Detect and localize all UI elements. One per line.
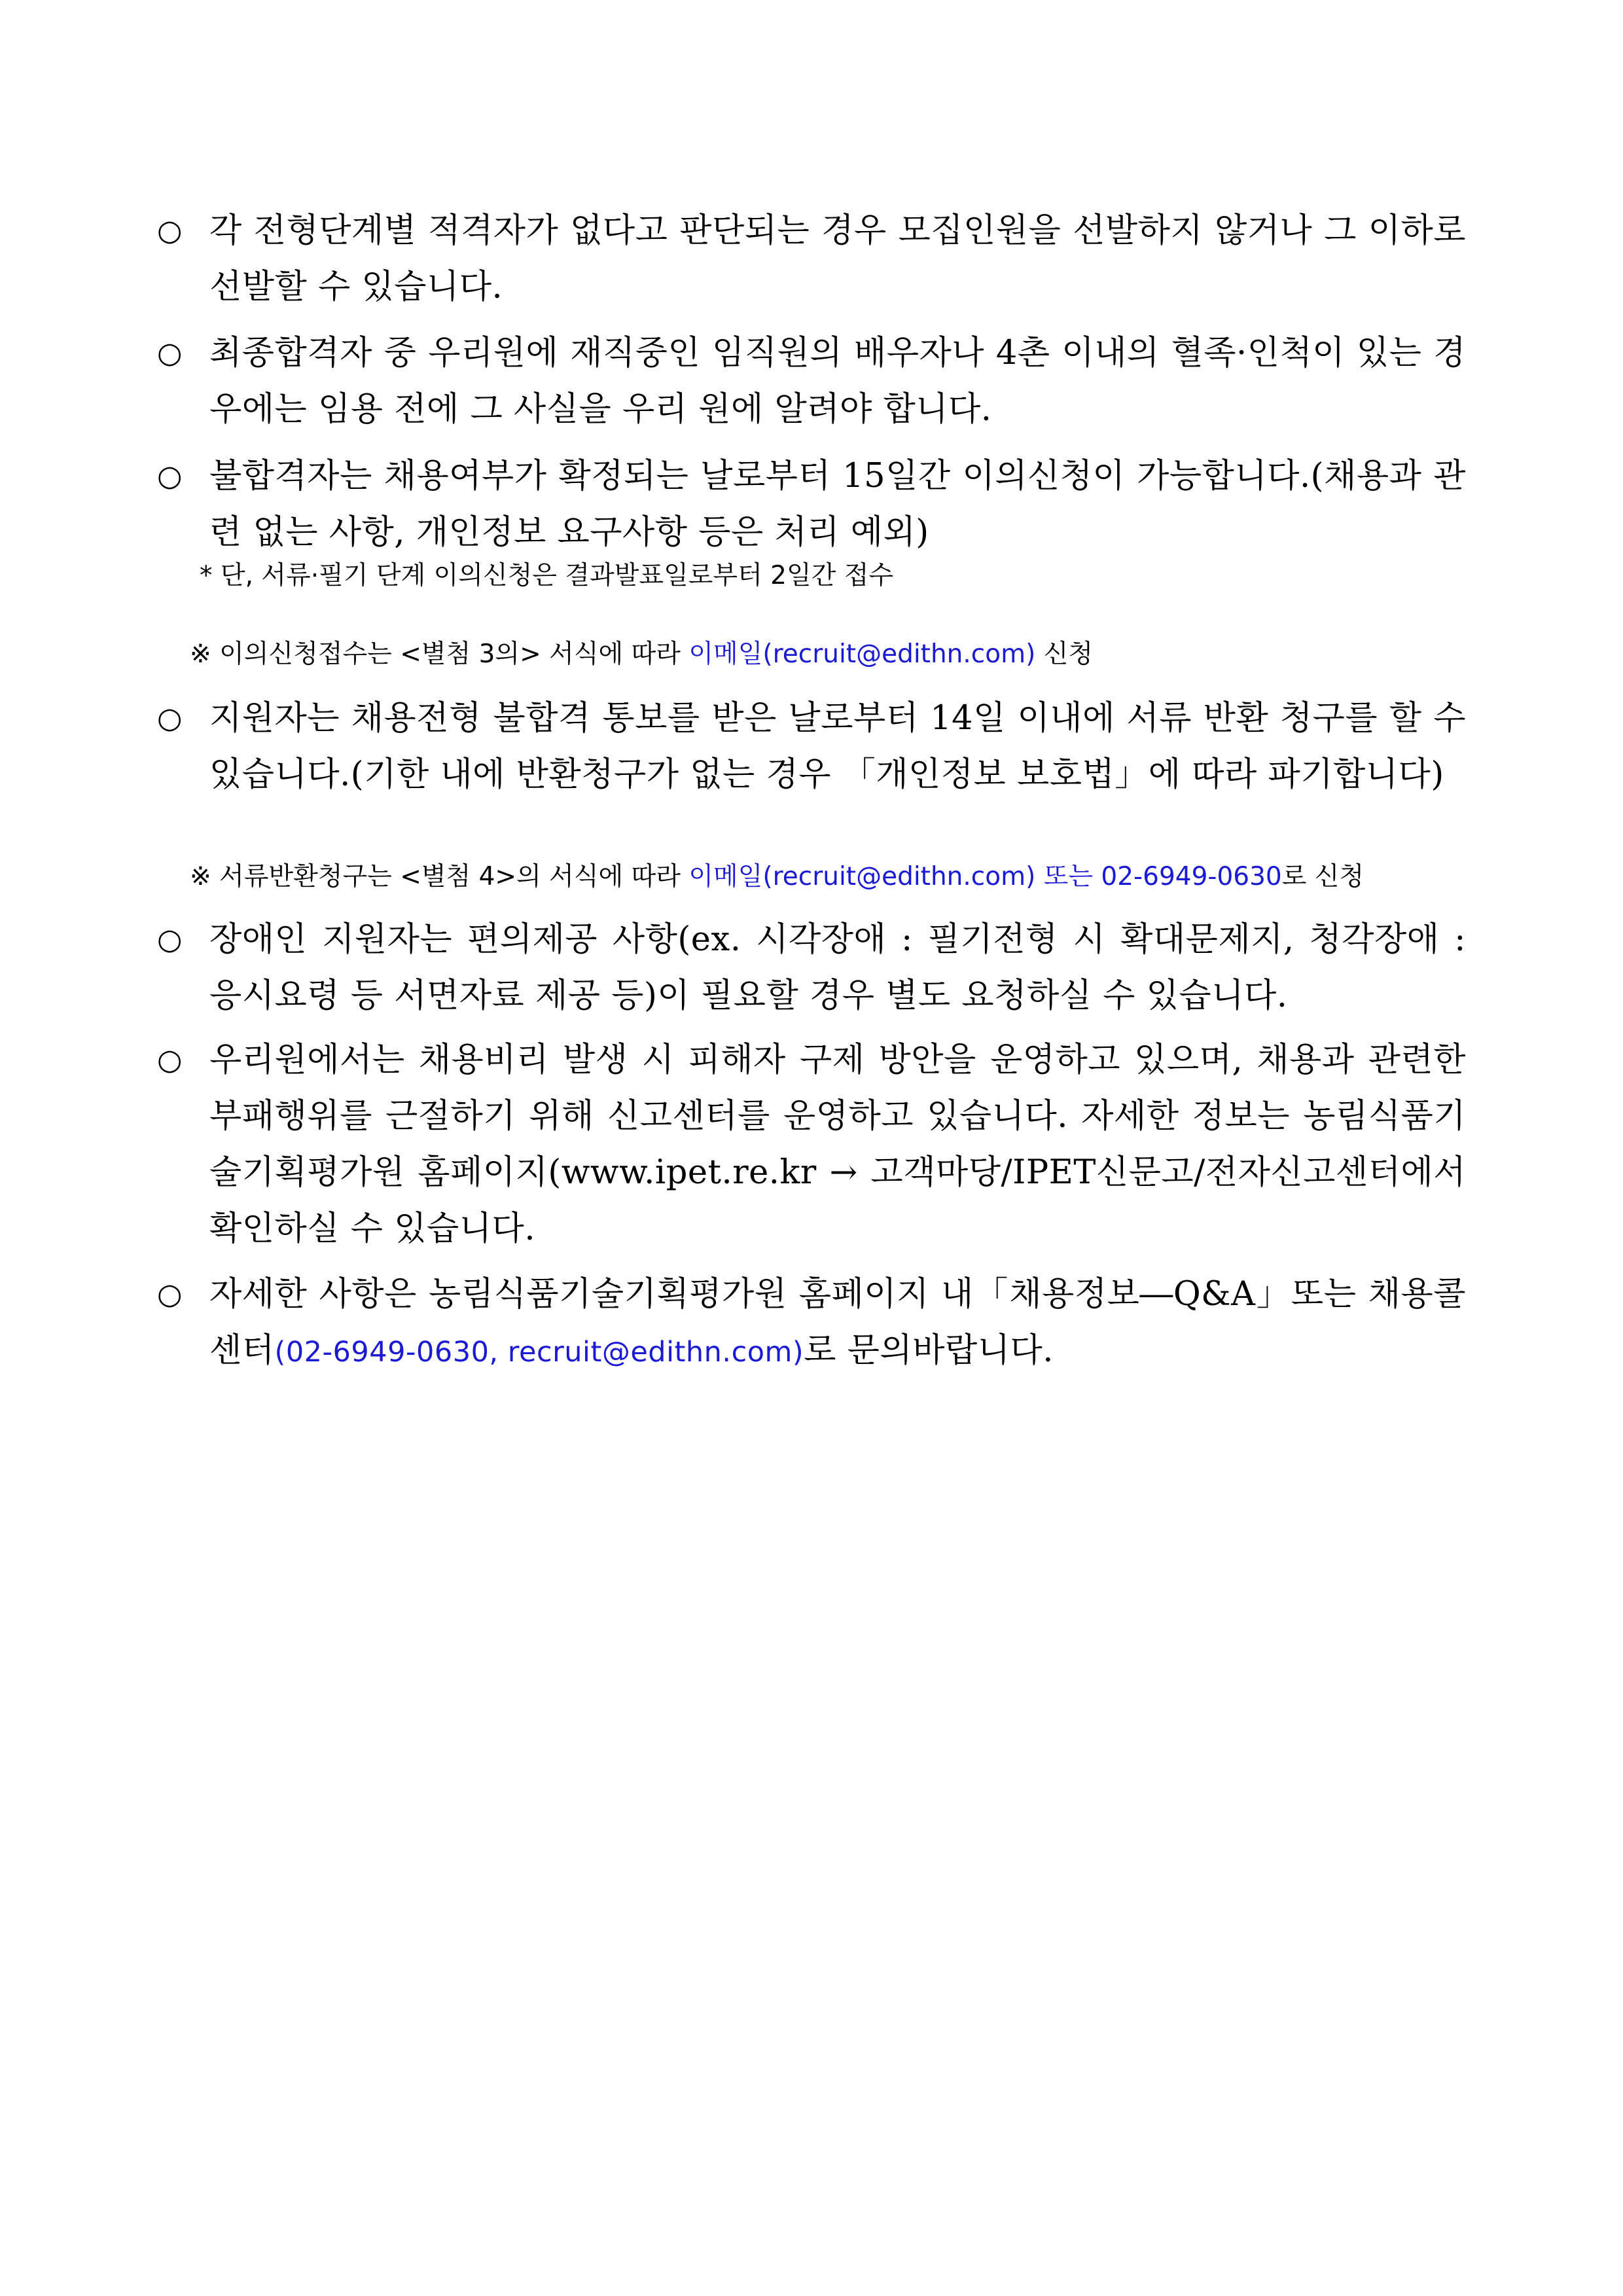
objection-method-note (190, 635, 1093, 674)
notice-text-part: 자세한 사항은 농림식품기술기획평가원 홈페이지 내「채용정보―Q&A」또는 채용콜센터 (209, 1275, 1466, 1370)
notice-text: 각 전형단계별 적격자가 없다고 판단되는 경우 모집인원을 선발하지 않거나 그 이하로 선발할 수 있습니다. (209, 211, 1466, 306)
contact-link[interactable]: 이메일(recruit@edithn.com) 또는 02-6949-0630 (688, 862, 1282, 891)
note-text: 신청 (1035, 639, 1094, 669)
note-text: ※ 서류반환청구는 <별첨 4>의 서식에 따라 (190, 862, 689, 891)
notice-text (209, 1266, 1466, 1380)
return-method-note (190, 857, 1364, 897)
notice-text: 장애인 지원자는 편의제공 사항(ex. 시각장애 : 필기전형 시 확대문제지, 청각장애 : 응시요령 등 서면자료 제공 등)이 필요할 경우 별도 요청하실 수 있습니다. (209, 920, 1466, 1015)
notice-text: 최종합격자 중 우리원에 재직중인 임직원의 배우자나 4촌 이내의 혈족·인척이 있는 경우에는 임용 전에 그 사실을 우리 원에 알려야 합니다. (209, 334, 1466, 429)
bullet-circle-icon: ○ (157, 702, 183, 735)
bullet-circle-icon: ○ (157, 214, 183, 247)
notice-text: 불합격자는 채용여부가 확정되는 날로부터 15일간 이의신청이 가능합니다.(채용과 관련 없는 사항, 개인정보 요구사항 등은 처리 예외) (209, 457, 1466, 552)
notice-text: 지원자는 채용전형 불합격 통보를 받은 날로부터 14일 이내에 서류 반환 청구를 할 수 있습니다.(기한 내에 반환청구가 없는 경우 「개인정보 보호법」에 따라 파기합니다) (209, 699, 1466, 794)
bullet-circle-icon: ○ (157, 336, 183, 370)
bullet-circle-icon: ○ (157, 459, 183, 493)
bullet-circle-icon: ○ (157, 1278, 183, 1311)
objection-deadline-note: * 단, 서류·필기 단계 이의신청은 결과발표일로부터 2일간 접수 (200, 561, 894, 590)
bullet-circle-icon: ○ (157, 923, 183, 956)
bullet-circle-icon: ○ (157, 1043, 183, 1077)
note-text: 로 신청 (1281, 862, 1364, 891)
note-text: ※ 이의신청접수는 <별첨 3의> 서식에 따라 (190, 639, 689, 669)
contact-link[interactable]: (02-6949-0630, recruit@edithn.com) (274, 1336, 804, 1369)
notice-text: 우리원에서는 채용비리 발생 시 피해자 구제 방안을 운영하고 있으며, 채용과 관련한 부패행위를 근절하기 위해 신고센터를 운영하고 있습니다. 자세한 정보는 농림식품기술기획평가원 홈페이지(www.ipet.re.kr → 고객마당/IPET신문고/전자신고센터에서 확인하실 수 있습니다. (209, 1041, 1466, 1248)
email-link[interactable]: 이메일(recruit@edithn.com) (688, 639, 1036, 669)
notice-text-part: 로 문의바랍니다. (804, 1331, 1054, 1370)
